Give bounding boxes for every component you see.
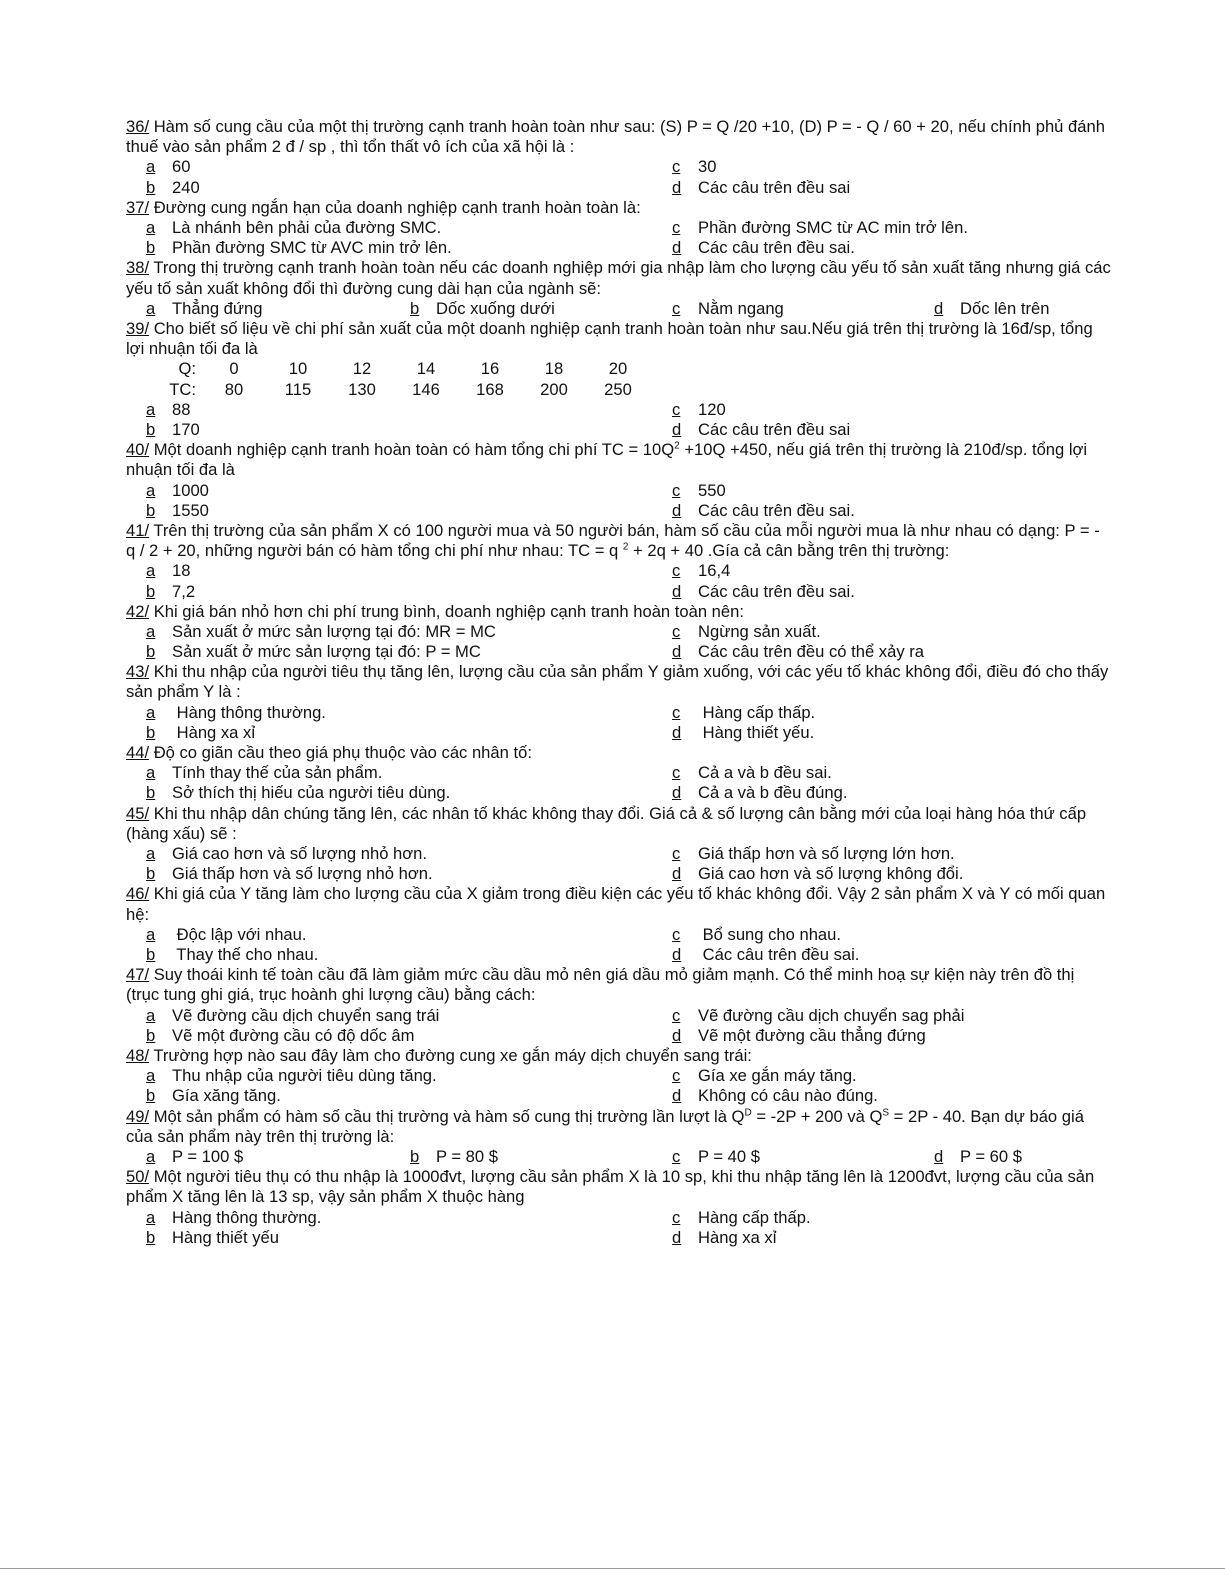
question-text: 39/ Cho biết số liệu về chi phí sản xuất của một doanh nghiệp cạnh tranh hoàn toàn như sau.Nếu giá trên thị trường là 16đ/sp, tổng lợi nhuận tối đa là bbox=[126, 318, 1093, 359]
question-text: 47/ Suy thoái kinh tế toàn cầu đã làm giảm mức cầu dầu mỏ nên giá dầu mỏ giảm mạnh. Có thể minh hoạ sự kiện này trên đồ thị (trục tung ghi giá, trục hoành ghi lượng cầu) bằng cách: bbox=[126, 965, 1075, 1005]
question-42 bbox=[126, 602, 1111, 663]
option-d: d Các câu trên đều sai. bbox=[672, 581, 855, 601]
question-number: 46/ bbox=[126, 884, 150, 904]
question-text: 45/ Khi thu nhập dân chúng tăng lên, các nhân tố khác không thay đổi. Giá cả & số lượng cân bằng mới của loại hàng hóa thứ cấp (hàng xấu) sẽ : bbox=[126, 803, 1087, 843]
option-b: b 1550 bbox=[146, 500, 209, 520]
question-text: 46/ Khi giá của Y tăng làm cho lượng cầu của X giảm trong điều kiện các yếu tố khác không đổi. Vậy 2 sản phẩm X và Y có mối quan hệ: bbox=[126, 884, 1106, 924]
option-a: a P = 100 $ bbox=[146, 1146, 244, 1166]
question-text: 40/ Một doanh nghiệp cạnh tranh hoàn toàn có hàm tổng chi phí TC = $10Q^2 +10Q +450$, nếu giá trên thị trường là 210đ/sp. tổng lợi nhuận tối đa là bbox=[126, 440, 1088, 480]
option-c: c Gía xe gắn máy tăng. bbox=[672, 1066, 857, 1086]
option-d: d Các câu trên đều có thể xảy ra bbox=[672, 642, 924, 662]
option-a: a 1000 bbox=[146, 480, 209, 500]
option-c: c 550 bbox=[672, 480, 726, 500]
option-c: c Hàng cấp thấp. bbox=[672, 1207, 811, 1227]
question-text: 38/ Trong thị trường cạnh tranh hoàn toàn nếu các doanh nghiệp mới gia nhập làm cho lượng cầu yếu tố sản xuất tăng nhưng giá các yếu tố sản xuất không đổi thì đường cung dài hạn của ngành sẽ: bbox=[126, 258, 1111, 298]
option-d: d Vẽ một đường cầu thẳng đứng bbox=[672, 1025, 926, 1045]
question-text: 41/ Trên thị trường của sản phẩm X có 100 người mua và 50 người bán, hàm số cầu của mỗi người mua là như nhau có dạng: P = - q / 2 + 20, những người bán có hàm tổng chi phí như nhau: TC = q $^2$ + 2q + 40 .Gía cả cân bằng trên thị trường: bbox=[126, 520, 1100, 561]
option-a: a Thẳng đứng bbox=[146, 298, 263, 318]
question-number: 40/ bbox=[126, 440, 150, 460]
option-c: c Nằm ngang bbox=[672, 298, 784, 318]
question-text: 37/ Đường cung ngắn hạn của doanh nghiệp cạnh tranh hoàn toàn là: bbox=[126, 197, 641, 217]
option-a: a Hàng thông thường. bbox=[146, 702, 326, 722]
option-a: a Độc lập với nhau. bbox=[146, 924, 307, 944]
option-a: a Hàng thông thường. bbox=[146, 1207, 322, 1227]
question-36 bbox=[126, 117, 1111, 198]
option-a: a Là nhánh bên phải của đường SMC. bbox=[146, 217, 442, 237]
option-b: b Hàng xa xỉ bbox=[146, 722, 256, 742]
option-c: c Cả a và b đều sai. bbox=[672, 763, 832, 783]
question-number: 49/ bbox=[126, 1106, 150, 1126]
option-b: b Giá thấp hơn và số lượng nhỏ hơn. bbox=[146, 864, 433, 884]
question-text: 50/ Một người tiêu thụ có thu nhập là 1000đvt, lượng cầu sản phẩm X là 10 sp, khi thu nhập tăng lên là 1200đvt, lượng cầu của sản phẩm X tăng lên là 13 sp, vậy sản phẩm X thuộc hàng bbox=[126, 1167, 1095, 1207]
option-d: d Các câu trên đều sai. bbox=[672, 500, 855, 520]
option-b: b Gía xăng tăng. bbox=[146, 1086, 281, 1106]
question-number: 48/ bbox=[126, 1045, 150, 1065]
question-text: 36/ Hàm số cung cầu của một thị trường cạnh tranh hoàn toàn như sau: (S) P = Q /20 +10, (D) P = - Q / 60 + 20, nếu chính phủ đánh thuế vào sản phẩm 2 đ / sp , thì tổn thất vô ích của xã hội là : bbox=[126, 117, 1105, 157]
question-43 bbox=[126, 662, 1111, 743]
question-45 bbox=[126, 804, 1111, 885]
option-b: b 7,2 bbox=[146, 581, 196, 601]
question-47 bbox=[126, 965, 1111, 1046]
option-d: d Các câu trên đều sai bbox=[672, 419, 851, 439]
question-38 bbox=[126, 258, 1111, 319]
option-d: d Hàng thiết yếu. bbox=[672, 722, 815, 742]
option-c: c Giá thấp hơn và số lượng lớn hơn. bbox=[672, 844, 955, 864]
question-number: 50/ bbox=[126, 1167, 150, 1187]
option-c: c 16,4 bbox=[672, 561, 731, 581]
question-number: 41/ bbox=[126, 520, 150, 540]
question-text: 44/ Độ co giãn cầu theo giá phụ thuộc vào các nhân tố: bbox=[126, 743, 532, 763]
table-row: Q: 0 10 12 14 16 18 20 bbox=[178, 359, 628, 379]
option-c: c Hàng cấp thấp. bbox=[672, 702, 816, 722]
question-number: 36/ bbox=[126, 117, 150, 136]
option-b: b Phần đường SMC từ AVC min trở lên. bbox=[146, 238, 452, 258]
option-b: b Dốc xuống dưới bbox=[410, 298, 555, 318]
option-a: a 60 bbox=[146, 157, 191, 177]
question-number: 37/ bbox=[126, 197, 150, 217]
option-d: d Các câu trên đều sai. bbox=[672, 945, 860, 965]
question-text: 43/ Khi thu nhập của người tiêu thụ tăng lên, lượng cầu của sản phẩm Y giảm xuống, với các yếu tố khác không đổi, điều đó cho thấy sản phẩm Y là : bbox=[126, 662, 1109, 702]
option-a: a 88 bbox=[146, 399, 191, 419]
option-c: c P = 40 $ bbox=[672, 1146, 760, 1166]
option-b: b Vẽ một đường cầu có độ dốc âm bbox=[146, 1025, 415, 1045]
question-text: 49/ Một sản phẩm có hàm số cầu thị trường và hàm số cung thị trường lần lượt là $Q^D = -2P + 200$ và $Q^S = 2P - 40$. Bạn dự báo giá của sản phẩm này trên thị trường là: bbox=[126, 1106, 1084, 1146]
option-d: d Không có câu nào đúng. bbox=[672, 1086, 878, 1106]
option-d: d Các câu trên đều sai bbox=[672, 177, 851, 197]
question-44 bbox=[126, 743, 1111, 804]
option-d: d Dốc lên trên bbox=[934, 298, 1050, 318]
question-39 bbox=[126, 319, 1111, 440]
option-b: b Sản xuất ở mức sản lượng tại đó: P = MC bbox=[146, 642, 481, 662]
question-37 bbox=[126, 198, 1111, 259]
cost-table bbox=[148, 359, 650, 399]
page-bottom-divider bbox=[0, 1568, 1225, 1569]
question-number: 47/ bbox=[126, 965, 150, 985]
question-number: 45/ bbox=[126, 803, 150, 823]
option-d: d P = 60 $ bbox=[934, 1146, 1022, 1166]
option-d: d Giá cao hơn và số lượng không đổi. bbox=[672, 864, 964, 884]
question-number: 38/ bbox=[126, 258, 150, 278]
option-b: b Hàng thiết yếu bbox=[146, 1227, 280, 1247]
question-text: 48/ Trường hợp nào sau đây làm cho đường cung xe gắn máy dịch chuyển sang trái: bbox=[126, 1045, 752, 1065]
option-a: a Thu nhập của người tiêu dùng tăng. bbox=[146, 1066, 437, 1086]
option-d: d Hàng xa xỉ bbox=[672, 1227, 777, 1247]
question-number: 39/ bbox=[126, 318, 150, 338]
option-c: c 120 bbox=[672, 399, 726, 419]
option-a: a 18 bbox=[146, 561, 191, 581]
option-a: a Sản xuất ở mức sản lượng tại đó: MR = MC bbox=[146, 621, 496, 641]
question-46 bbox=[126, 884, 1111, 965]
option-b: b Sở thích thị hiếu của người tiêu dùng. bbox=[146, 783, 451, 803]
option-c: c 30 bbox=[672, 157, 717, 177]
option-b: b 240 bbox=[146, 177, 200, 197]
option-d: d Các câu trên đều sai. bbox=[672, 238, 855, 258]
question-number: 43/ bbox=[126, 662, 150, 682]
document-page bbox=[0, 117, 1225, 1248]
option-c: c Phần đường SMC từ AC min trở lên. bbox=[672, 217, 968, 237]
option-c: c Vẽ đường cầu dịch chuyển sag phải bbox=[672, 1005, 965, 1025]
option-b: b 170 bbox=[146, 419, 200, 439]
option-a: a Tính thay thế của sản phẩm. bbox=[146, 763, 383, 783]
option-a: a Giá cao hơn và số lượng nhỏ hơn. bbox=[146, 844, 428, 864]
question-40 bbox=[126, 440, 1111, 521]
option-d: d Cả a và b đều đúng. bbox=[672, 783, 848, 803]
question-number: 42/ bbox=[126, 601, 150, 621]
option-a: a Vẽ đường cầu dịch chuyển sang trái bbox=[146, 1005, 440, 1025]
question-text: 42/ Khi giá bán nhỏ hơn chi phí trung bình, doanh nghiệp cạnh tranh hoàn toàn nên: bbox=[126, 601, 744, 621]
option-b: b P = 80 $ bbox=[410, 1146, 498, 1166]
question-49 bbox=[126, 1107, 1111, 1168]
question-50 bbox=[126, 1167, 1111, 1248]
option-c: c Bổ sung cho nhau. bbox=[672, 924, 841, 944]
question-41 bbox=[126, 521, 1111, 602]
question-number: 44/ bbox=[126, 743, 150, 763]
question-48 bbox=[126, 1046, 1111, 1107]
table-row: TC: 80 115 130 146 168 200 250 bbox=[169, 379, 632, 399]
option-c: c Ngừng sản xuất. bbox=[672, 621, 821, 641]
option-b: b Thay thế cho nhau. bbox=[146, 945, 319, 965]
